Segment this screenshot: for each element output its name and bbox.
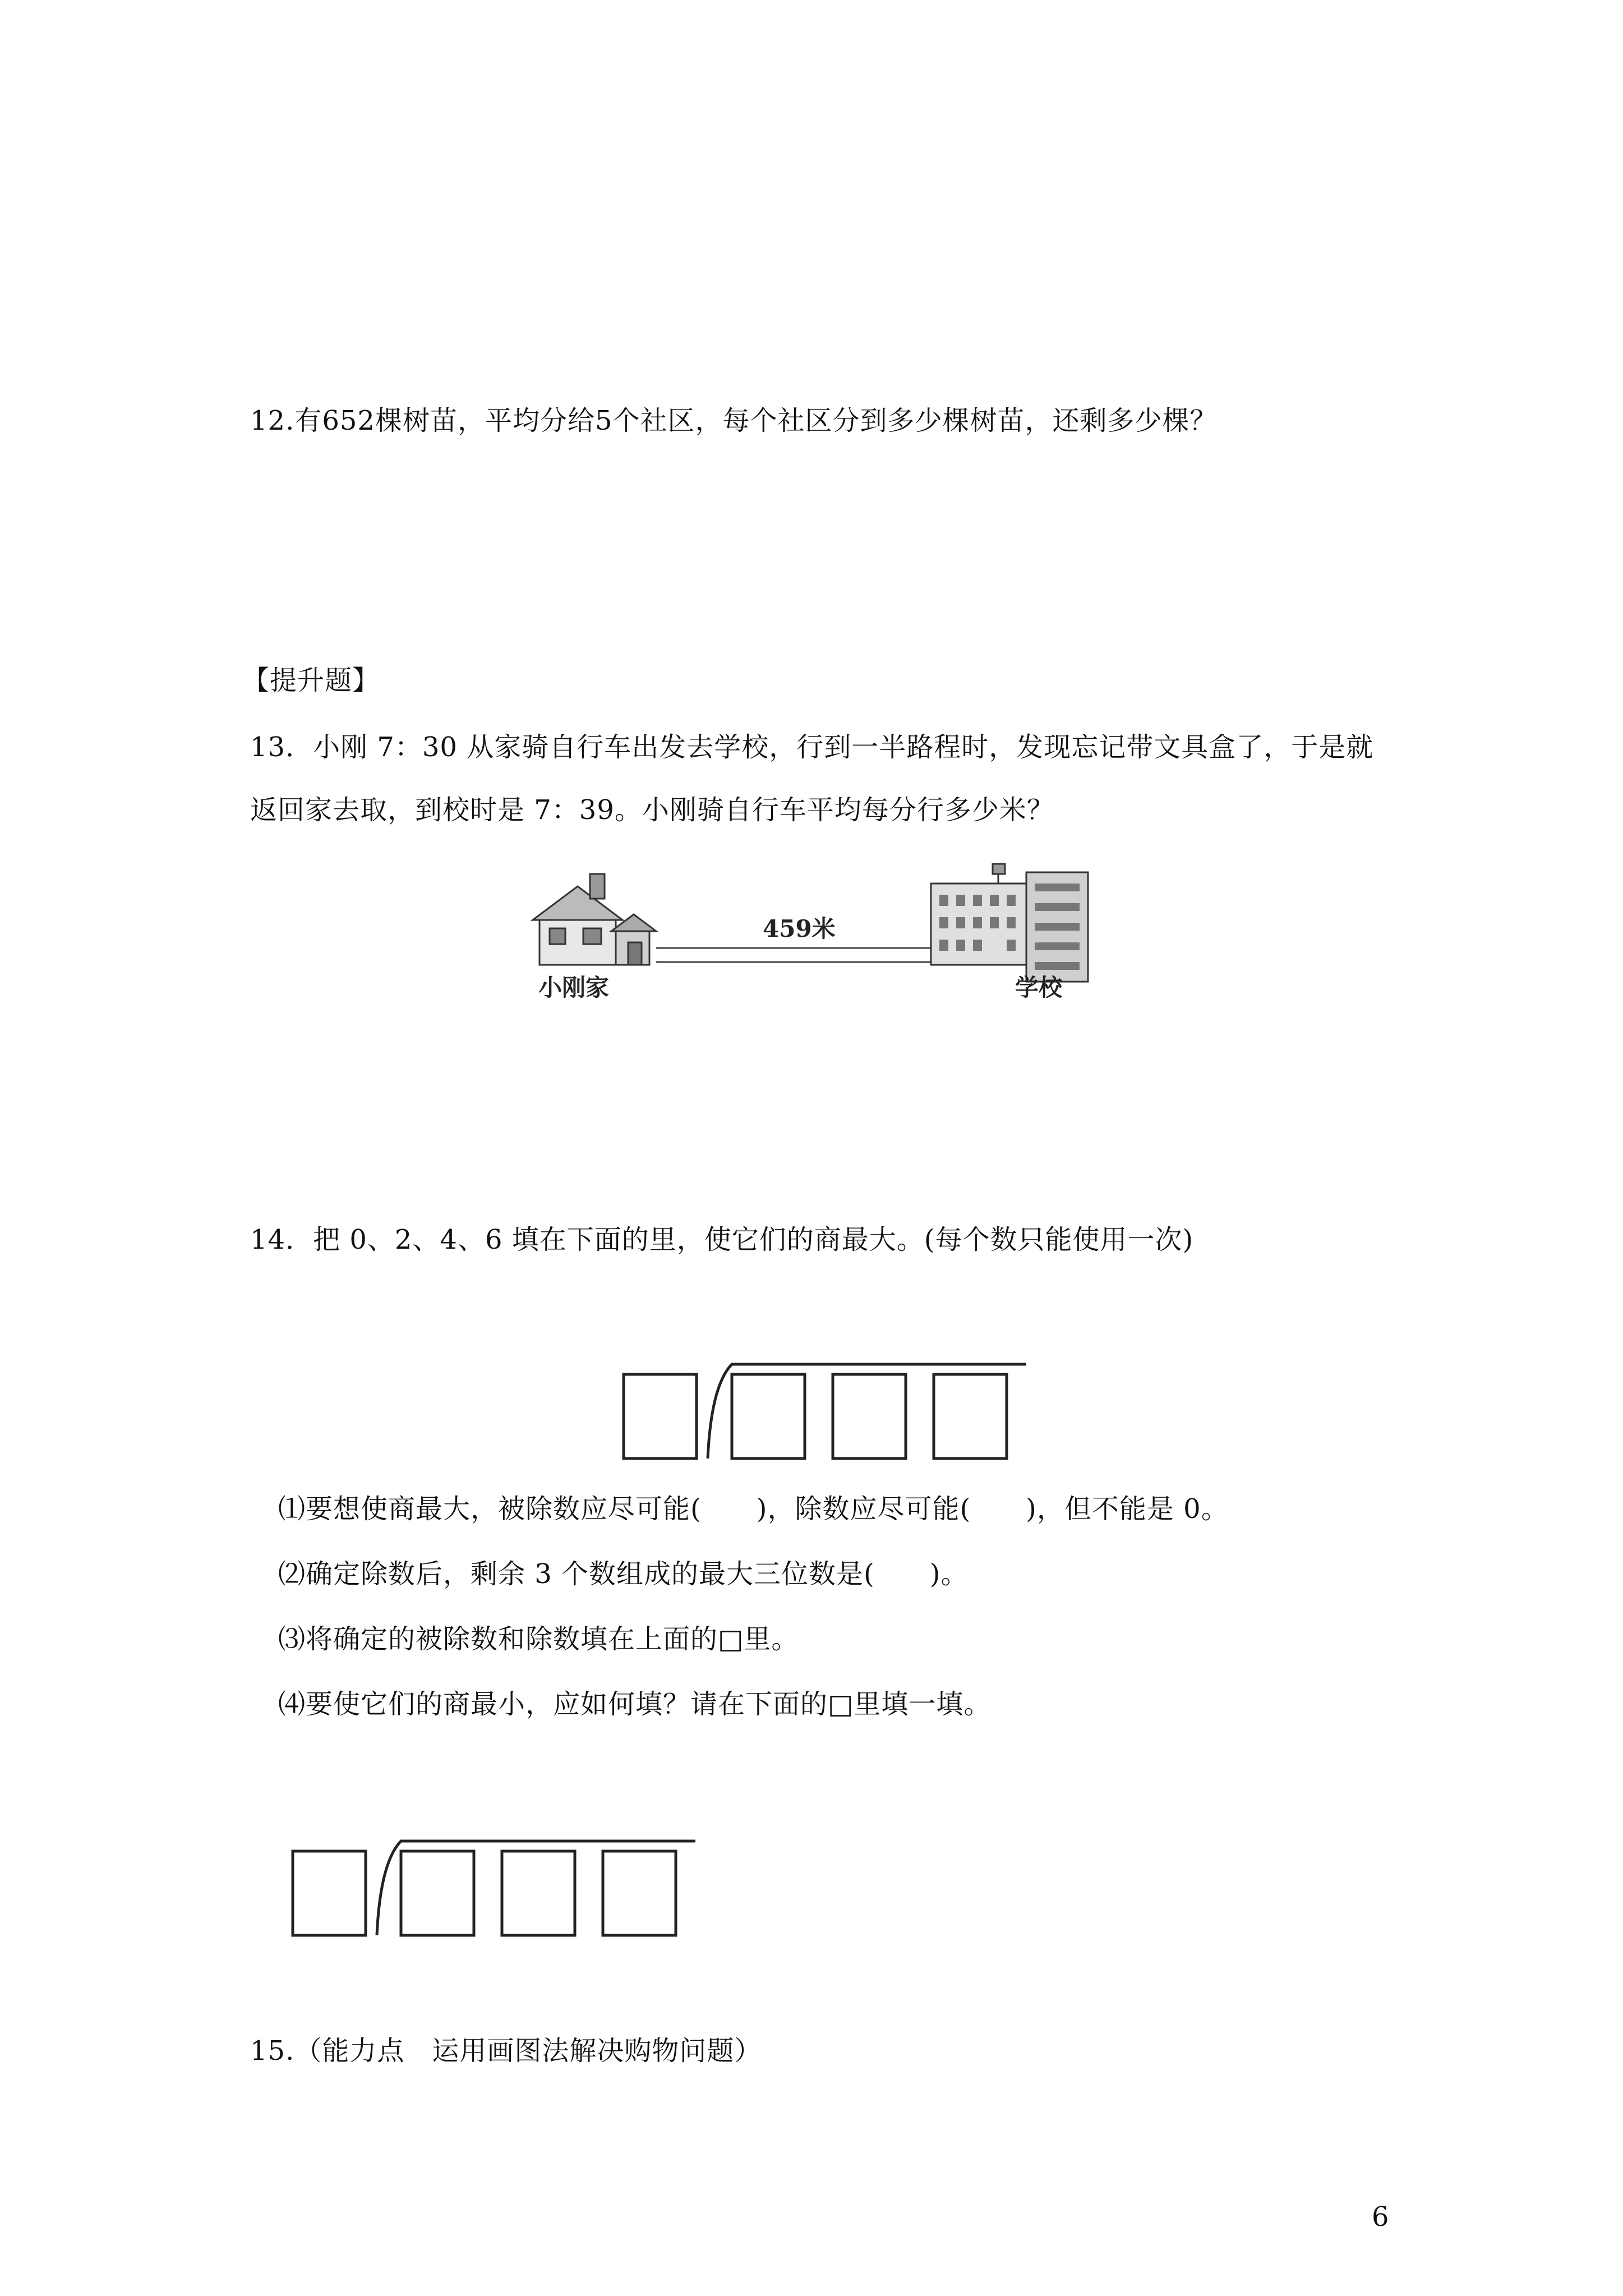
school-building-icon — [931, 864, 1088, 982]
home-label: 小刚家 — [538, 974, 610, 1001]
question-15: 15.（能力点 运用画图法解决购物问题） — [250, 2035, 762, 2067]
question-14-part-3: ⑶将确定的被除数和除数填在上面的□里。 — [278, 1623, 799, 1655]
divisor-box[interactable] — [624, 1374, 697, 1458]
page-number: 6 — [1372, 2201, 1389, 2233]
dividend-box-2[interactable] — [833, 1374, 906, 1458]
question-13-line-2: 返回家去取，到校时是 7：39。小刚骑自行车平均每分行多少米？ — [250, 794, 1054, 826]
division-boxes-max — [617, 1352, 1032, 1470]
section-label: 【提升题】 — [242, 665, 380, 696]
home-school-illustration — [527, 858, 1116, 1004]
dividend-box-2[interactable] — [502, 1851, 575, 1935]
division-boxes-min — [286, 1829, 701, 1947]
question-14-part-2: ⑵确定除数后，剩余 3 个数组成的最大三位数是( )。 — [278, 1558, 969, 1590]
question-12: 12.有652棵树苗，平均分给5个社区，每个社区分到多少棵树苗，还剩多少棵？ — [250, 405, 1218, 436]
dividend-box-1[interactable] — [732, 1374, 805, 1458]
question-13-line-1: 13．小刚 7：30 从家骑自行车出发去学校，行到一半路程时，发现忘记带文具盒了，于是就 — [250, 731, 1374, 763]
question-14-part-4: ⑷要使它们的商最小，应如何填？请在下面的□里填一填。 — [278, 1688, 992, 1720]
dividend-box-3[interactable] — [934, 1374, 1007, 1458]
question-14-part-1: ⑴要想使商最大，被除数应尽可能( )，除数应尽可能( )，但不能是 0。 — [278, 1493, 1229, 1525]
school-label: 学校 — [1015, 974, 1063, 1001]
divisor-box[interactable] — [293, 1851, 366, 1935]
question-14: 14．把 0、2、4、6 填在下面的里，使它们的商最大。(每个数只能使用一次) — [250, 1224, 1194, 1255]
dividend-box-3[interactable] — [603, 1851, 676, 1935]
division-bracket — [708, 1364, 1026, 1458]
house-icon — [533, 874, 656, 965]
division-bracket — [377, 1841, 695, 1935]
distance-label: 459米 — [763, 915, 836, 942]
dividend-box-1[interactable] — [401, 1851, 474, 1935]
